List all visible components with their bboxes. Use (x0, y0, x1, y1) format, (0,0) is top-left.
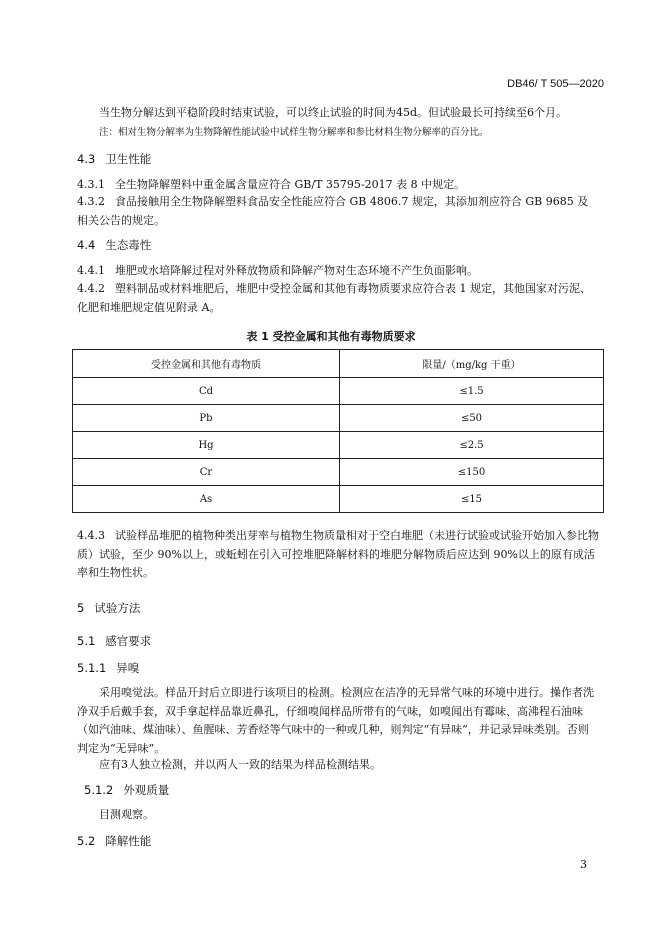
odor-judgement-paragraph: 应有3人独立检测，并以两人一致的结果为样品检测结果。 (99, 758, 381, 771)
limits-table (72, 349, 604, 513)
clause-number: 4.4.2 (77, 282, 105, 295)
section-5-2-heading (77, 832, 599, 851)
section-5-1-heading (77, 632, 599, 651)
cell-limit: ≤150 (340, 459, 604, 486)
page-number: 3 (580, 858, 587, 871)
table-header-row (73, 350, 604, 378)
table-row (73, 459, 604, 486)
clause-number: 4.4.3 (77, 529, 105, 542)
section-number: 5.1.2 (84, 783, 114, 797)
section-number: 5.1 (77, 634, 96, 648)
table-row (73, 405, 604, 432)
table-caption: 表 1 受控金属和其他有毒物质要求 (246, 330, 416, 343)
table-row (73, 432, 604, 459)
chapter-5-heading (77, 599, 599, 618)
section-4-3-heading (77, 150, 599, 169)
paragraph-end-condition: 当生物分解达到平稳阶段时结束试验，可以终止试验的时间为45d。但试验最长可持续至6个月。 (99, 106, 568, 119)
cell-substance: As (73, 486, 340, 513)
section-title: 外观质量 (123, 783, 170, 797)
clause-4-4-1 (77, 262, 599, 281)
clause-number: 4.3.1 (77, 178, 105, 191)
clause-number: 4.4.1 (77, 264, 105, 277)
cell-limit: ≤2.5 (340, 432, 604, 459)
section-title: 降解性能 (105, 834, 152, 848)
clause-text: 试验样品堆肥的植物种类出芽率与植物生物质量相对于空白堆肥（未进行试验或试验开始加入参比物质）试验，至少 90%以上，或蚯蚓在引入可控堆肥降解材料的堆肥分解物质后应达到 90%以上的原有成活率和生物性状。 (77, 529, 599, 579)
section-number: 4.4 (77, 238, 96, 252)
cell-substance: Hg (73, 432, 340, 459)
header-substance: 受控金属和其他有毒物质 (73, 350, 340, 378)
odor-method-paragraph: 采用嗅觉法。样品开封后立即进行该项目的检测。检测应在洁净的无异常气味的环境中进行。操作者洗净双手后戴手套，双手拿起样品靠近鼻孔，仔细嗅闻样品所带有的气味，如嗅闻出有霉味、高沸程石油味（如汽油味、煤油味）、鱼腥味、芳香烃等气味中的一种或几种，则判定“有异味”，并记录异味类别。否则判定为“无异味”。 (77, 686, 594, 755)
cell-limit: ≤50 (340, 405, 604, 432)
clause-text: 全生物降解塑料中重金属含量应符合 GB/T 35795-2017 表 8 中规定。 (115, 178, 466, 191)
cell-substance: Cd (73, 378, 340, 405)
clause-4-3-2 (77, 193, 599, 230)
cell-limit: ≤1.5 (340, 378, 604, 405)
cell-substance: Cr (73, 459, 340, 486)
section-number: 5.1.1 (77, 661, 107, 675)
clause-4-4-2 (77, 280, 599, 317)
clause-4-3-1 (77, 176, 599, 195)
clause-text: 塑料制品或材料堆肥后，堆肥中受控金属和其他有毒物质要求应符合表 1 规定，其他国家对污泥、化肥和堆肥规定值见附录 A。 (77, 282, 591, 314)
section-4-4-heading (77, 236, 599, 255)
section-title: 生态毒性 (105, 238, 152, 252)
header-limit: 限量/（mg/kg 干重） (340, 350, 604, 378)
clause-text: 食品接触用全生物降解塑料食品安全性能应符合 GB 4806.7 规定，其添加剂应符合 GB 9685 及相关公告的规定。 (77, 195, 589, 227)
section-title: 异嗅 (116, 661, 140, 675)
clause-text: 堆肥或水培降解过程对外释放物质和降解产物对生态环境不产生负面影响。 (115, 264, 478, 277)
section-number: 5 (77, 601, 85, 615)
clause-4-4-3 (77, 527, 599, 583)
section-number: 5.2 (77, 834, 96, 848)
section-5-1-1-heading (77, 659, 599, 678)
section-5-1-2-heading (84, 781, 606, 800)
section-title: 卫生性能 (105, 152, 152, 166)
appearance-paragraph: 目测观察。 (99, 808, 154, 821)
table-row (73, 486, 604, 513)
clause-number: 4.3.2 (77, 195, 105, 208)
section-title: 试验方法 (94, 601, 141, 615)
note: 注：相对生物分解率为生物降解性能试验中试样生物分解率和参比材料生物分解率的百分比。 (99, 127, 489, 138)
table-row (73, 378, 604, 405)
cell-substance: Pb (73, 405, 340, 432)
section-number: 4.3 (77, 152, 96, 166)
document-code: DB46/ T 505—2020 (507, 78, 604, 90)
cell-limit: ≤15 (340, 486, 604, 513)
section-title: 感官要求 (105, 634, 152, 648)
